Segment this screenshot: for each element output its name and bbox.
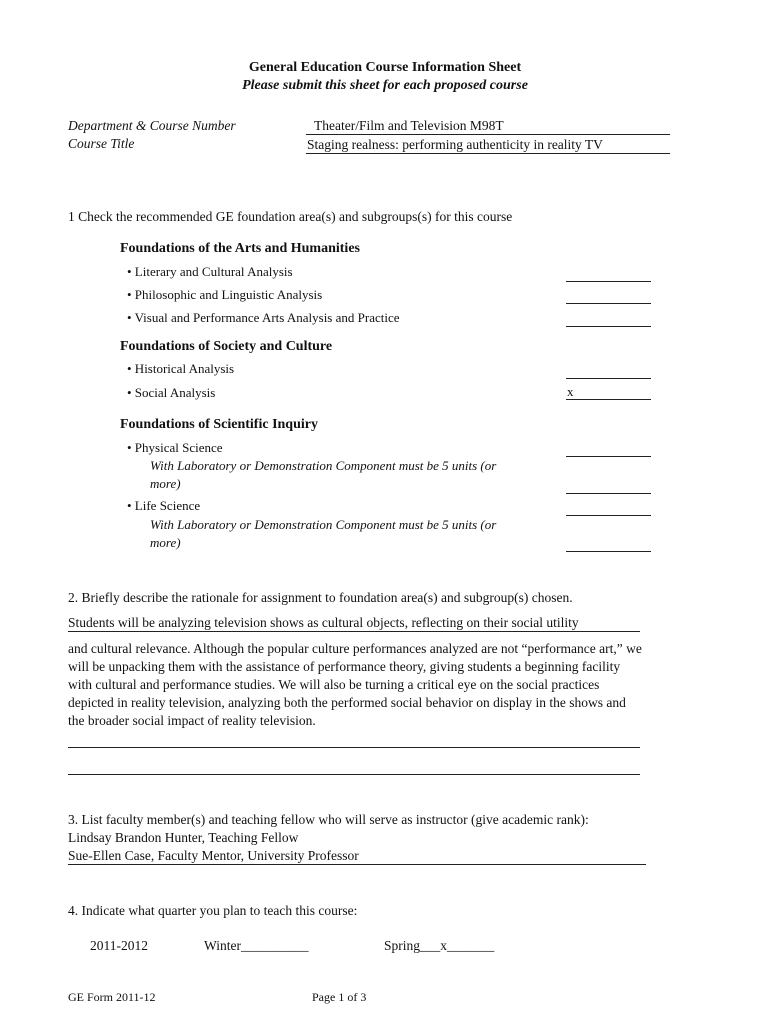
dept-label: Department & Course Number bbox=[68, 118, 236, 133]
q2-answer-line-2 bbox=[68, 774, 640, 775]
dept-underline bbox=[306, 134, 670, 135]
q2-first-underline bbox=[68, 631, 640, 632]
q2-prompt: 2. Briefly describe the rationale for assignment to foundation area(s) and subgroup(s) chosen. bbox=[68, 590, 573, 605]
life-lab-checkbox[interactable] bbox=[566, 537, 651, 552]
science-item-physical: • Physical Science bbox=[127, 440, 223, 455]
arts-literary-checkbox[interactable] bbox=[566, 267, 651, 282]
course-title-underline bbox=[306, 153, 670, 154]
page-subtitle: Please submit this sheet for each proposed course bbox=[242, 78, 528, 93]
q1-prompt: 1 Check the recommended GE foundation area(s) and subgroups(s) for this course bbox=[68, 209, 513, 224]
instructor-1: Lindsay Brandon Hunter, Teaching Fellow bbox=[68, 830, 299, 845]
life-note-line1: With Laboratory or Demonstration Component must be 5 units (or bbox=[150, 517, 497, 532]
life-note-line2: more) bbox=[150, 535, 181, 550]
society-social-checkbox[interactable]: x bbox=[566, 385, 651, 400]
q3-answer-line bbox=[68, 864, 646, 865]
q2-rationale-text: and cultural relevance. Although the popular culture performances analyzed are not “performance art,” we will be unpacking them with the assistance of performance theory, giving students a beginning facility with cultural and performance studies. We will also be turning a critical eye on the social practices depicted in reality television, analyzing both the performed social behavior on display in the shows and the broader social impact of reality television. bbox=[68, 641, 642, 728]
q2-answer-line-1 bbox=[68, 747, 640, 748]
arts-item-philosophic: • Philosophic and Linguistic Analysis bbox=[127, 287, 323, 302]
science-heading: Foundations of Scientific Inquiry bbox=[120, 417, 318, 432]
physical-note-line2: more) bbox=[150, 476, 181, 491]
society-item-social: • Social Analysis bbox=[127, 385, 216, 400]
arts-item-visual: • Visual and Performance Arts Analysis and Practice bbox=[127, 310, 400, 325]
q2-first-line: Students will be analyzing television shows as cultural objects, reflecting on their social utility bbox=[68, 615, 579, 630]
course-title-value: Staging realness: performing authenticity in reality TV bbox=[307, 137, 603, 152]
q4-year: 2011-2012 bbox=[90, 938, 148, 953]
society-item-historical: • Historical Analysis bbox=[127, 361, 235, 376]
physical-lab-checkbox[interactable] bbox=[566, 479, 651, 494]
page-title: General Education Course Information Sheet bbox=[248, 60, 522, 75]
instructor-2: Sue-Ellen Case, Faculty Mentor, University Professor bbox=[68, 848, 359, 863]
life-science-checkbox[interactable] bbox=[566, 501, 651, 516]
arts-item-literary: • Literary and Cultural Analysis bbox=[127, 264, 293, 279]
arts-philosophic-checkbox[interactable] bbox=[566, 289, 651, 304]
arts-heading: Foundations of the Arts and Humanities bbox=[120, 241, 360, 256]
q4-prompt: 4. Indicate what quarter you plan to teach this course: bbox=[68, 903, 358, 918]
q4-winter[interactable]: Winter__________ bbox=[204, 938, 309, 953]
footer-form-id: GE Form 2011-12 bbox=[68, 990, 156, 1004]
q3-prompt: 3. List faculty member(s) and teaching fellow who will serve as instructor (give academic rank): bbox=[68, 812, 589, 827]
footer-page-number: Page 1 of 3 bbox=[312, 990, 367, 1004]
arts-visual-checkbox[interactable] bbox=[566, 312, 651, 327]
physical-science-checkbox[interactable] bbox=[566, 442, 651, 457]
science-item-life: • Life Science bbox=[127, 498, 201, 513]
course-title-label: Course Title bbox=[68, 136, 135, 151]
physical-note-line1: With Laboratory or Demonstration Component must be 5 units (or bbox=[150, 458, 497, 473]
society-heading: Foundations of Society and Culture bbox=[120, 339, 333, 354]
society-historical-checkbox[interactable] bbox=[566, 364, 651, 379]
dept-value: Theater/Film and Television M98T bbox=[314, 118, 504, 133]
q4-spring[interactable]: Spring___x_______ bbox=[384, 938, 495, 953]
